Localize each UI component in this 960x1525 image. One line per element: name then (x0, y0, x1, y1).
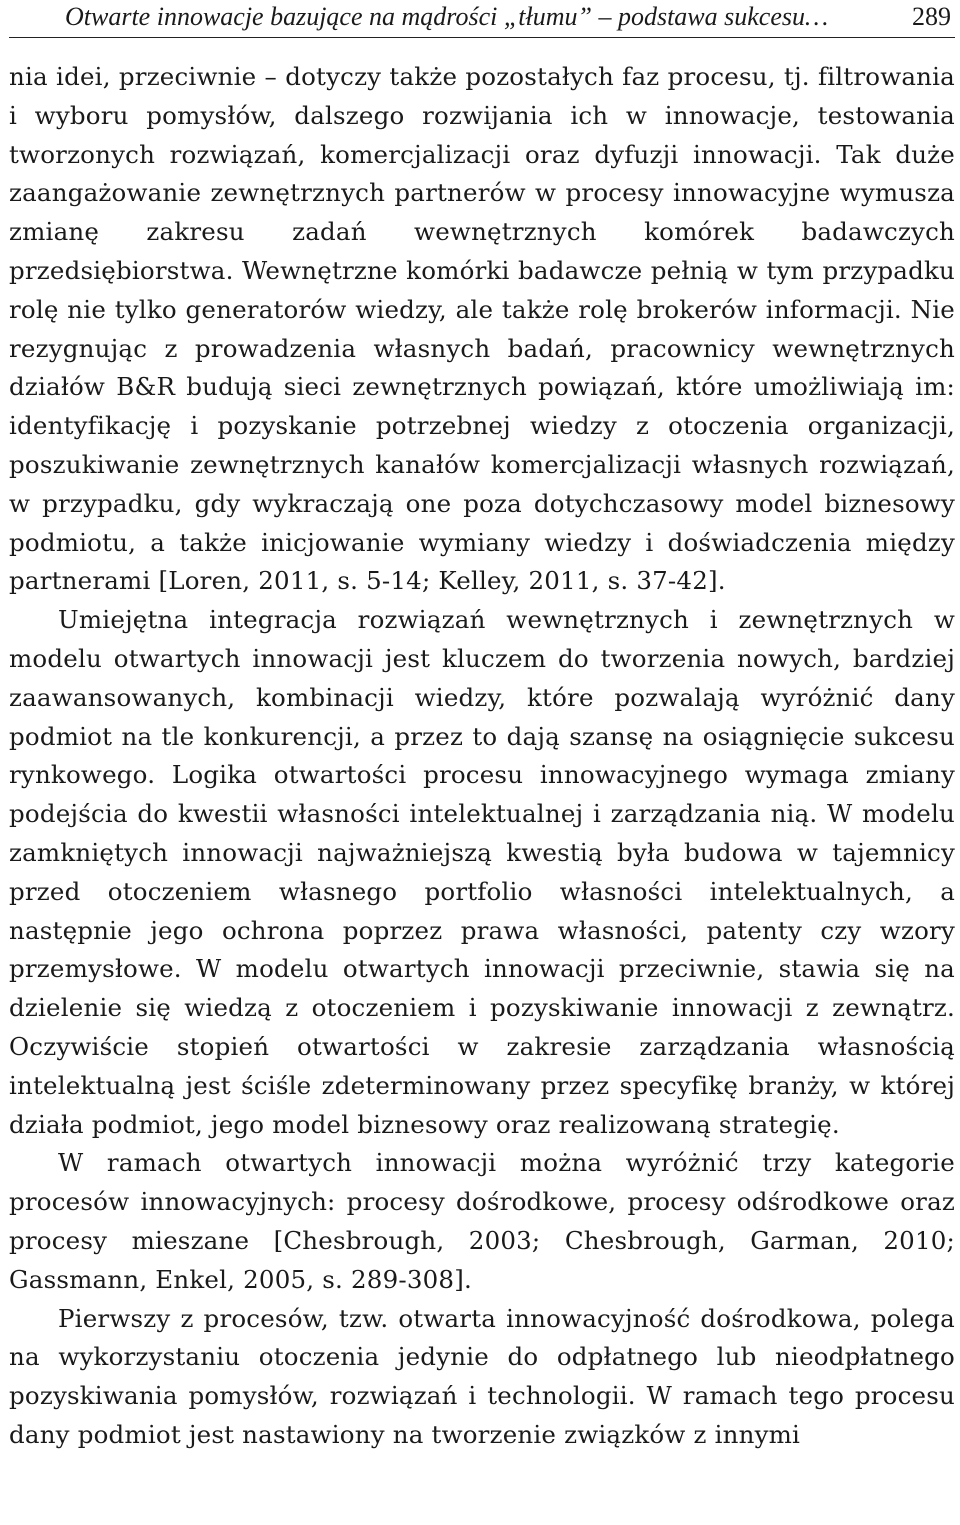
document-page (9, 0, 955, 1455)
body-text (9, 58, 955, 1455)
page-number: 289 (912, 2, 951, 31)
paragraph-inbound: Pierwszy z procesów, tzw. otwarta innowacyjność dośrodkowa, polega na wykorzystaniu otoczenia jedynie do odpłatnego lub nieodpłatnego pozyskiwania pomysłów, rozwiązań i technologii. W ramach tego procesu dany podmiot jest nastawiony na tworzenie związków z innymi (9, 1303, 955, 1449)
paragraph-continuation: nia idei, przeciwnie – dotyczy także pozostałych faz procesu, tj. filtrowania i wyboru pomysłów, dalszego rozwijania ich w innowacje, testowania tworzonych rozwiązań, komercjalizacji oraz dyfuzji innowacji. Tak duże zaangażowanie zewnętrznych partnerów w procesy innowacyjne wymusza zmianę zakresu zadań wewnętrznych komórek badawczych przedsiębiorstwa. Wewnętrzne komórki badawcze pełnią w tym przypadku rolę nie tylko generatorów wiedzy, ale także rolę brokerów informacji. Nie rezygnując z prowadzenia własnych badań, pracownicy wewnętrznych działów B&R budują sieci zewnętrznych powiązań, które umożliwiają im: identyfikację i pozyskanie potrzebnej wiedzy z otoczenia organizacji, poszukiwanie zewnętrznych kanałów komercjalizacji własnych rozwiązań, w przypadku, gdy wykraczają one poza dotychczasowy model biznesowy podmiotu, a także inicjowanie wymiany wiedzy i doświadczenia między partnerami [Loren, 2011, s. 5-14; Kelley, 2011, s. 37-42]. (9, 62, 955, 596)
running-header (9, 0, 955, 38)
paragraph-categories: W ramach otwartych innowacji można wyróżnić trzy kategorie procesów innowacyjnych: procesy dośrodkowe, procesy odśrodkowe oraz procesy mieszane [Chesbrough, 2003; Chesbrough, Garman, 2010; Gassmann, Enkel, 2005, s. 289-308]. (9, 1148, 955, 1294)
paragraph-integration: Umiejętna integracja rozwiązań wewnętrznych i zewnętrznych w modelu otwartych innowacji jest kluczem do tworzenia nowych, bardziej zaawansowanych, kombinacji wiedzy, które pozwalają wyróżnić dany podmiot na tle konkurencji, a przez to dają szansę na osiągnięcie sukcesu rynkowego. Logika otwartości procesu innowacyjnego wymaga zmiany podejścia do kwestii własności intelektualnej i zarządzania nią. W modelu zamkniętych innowacji najważniejszą kwestią była budowa w tajemnicy przed otoczeniem własnego portfolio własności intelektualnych, a następnie jego ochrona poprzez prawa własności, patenty czy wzory przemysłowe. W modelu otwartych innowacji przeciwnie, stawia się na dzielenie się wiedzą z otoczeniem i pozyskiwanie innowacji z zewnątrz. Oczywiście stopień otwartości w zakresie zarządzania własnością intelektualną jest ściśle zdeterminowany przez specyfikę branży, w której działa podmiot, jego model biznesowy oraz realizowaną strategię. (9, 605, 955, 1139)
running-title: Otwarte innowacje bazujące na mądrości „tłumu” – podstawa sukcesu… (65, 2, 829, 31)
